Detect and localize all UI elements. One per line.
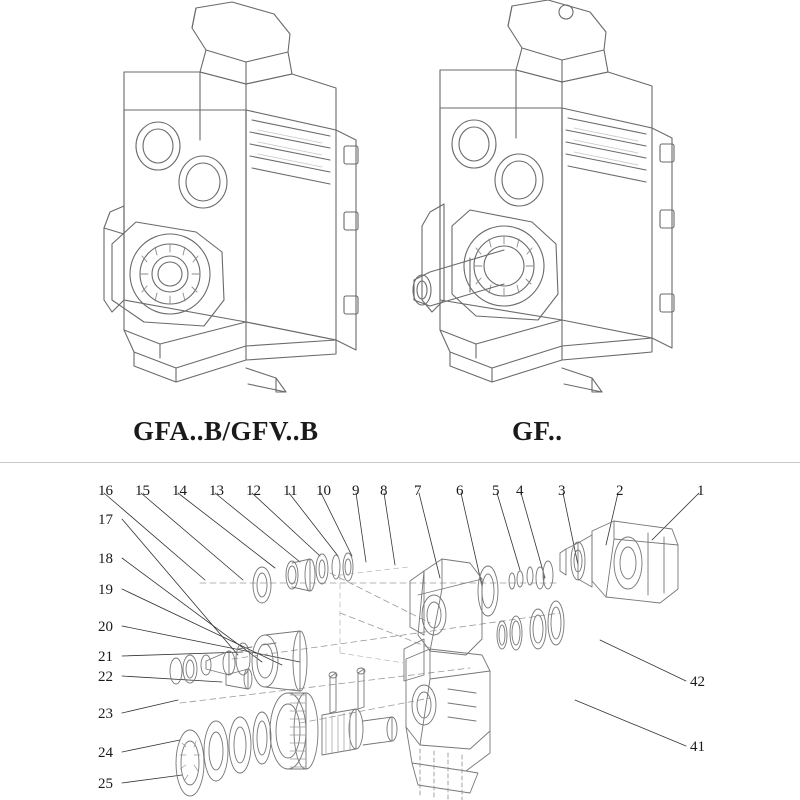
ring-parts-right	[478, 561, 564, 650]
callout-9: 9	[352, 483, 360, 499]
callout-42: 42	[690, 674, 705, 690]
guide-box	[340, 567, 408, 663]
leader-lines-left	[122, 519, 300, 783]
callout-18: 18	[98, 551, 113, 567]
callout-19: 19	[98, 582, 113, 598]
callout-5: 5	[492, 483, 500, 499]
callout-22: 22	[98, 669, 113, 685]
callout-6: 6	[456, 483, 464, 499]
caption-right-model: GF..	[512, 416, 563, 446]
callout-14: 14	[172, 483, 187, 499]
callout-41: 41	[690, 739, 705, 755]
callout-15: 15	[135, 483, 150, 499]
motor-adapter-parts	[560, 521, 678, 603]
right-gear-unit-drawing	[413, 0, 674, 392]
callout-1: 1	[697, 483, 705, 499]
callout-4: 4	[516, 483, 524, 499]
callout-20: 20	[98, 619, 113, 635]
assembly-axis-lines	[180, 573, 560, 723]
callout-23: 23	[98, 706, 113, 722]
callout-25: 25	[98, 776, 113, 792]
callout-11: 11	[283, 483, 298, 499]
exploded-view-svg	[0, 463, 800, 800]
callout-13: 13	[209, 483, 224, 499]
callout-8: 8	[380, 483, 388, 499]
callout-10: 10	[316, 483, 331, 499]
callout-7: 7	[414, 483, 422, 499]
central-housing-part	[404, 559, 490, 800]
callout-24: 24	[98, 745, 113, 761]
caption-left-model: GFA..B/GFV..B	[133, 416, 319, 446]
callout-21: 21	[98, 649, 113, 665]
callout-17: 17	[98, 512, 113, 528]
left-gear-unit-drawing	[104, 2, 358, 392]
callout-12: 12	[246, 483, 261, 499]
exploded-view-section	[0, 463, 800, 800]
callout-16: 16	[98, 483, 113, 499]
callout-3: 3	[558, 483, 566, 499]
leader-lines-right	[575, 640, 686, 746]
bolt-parts	[329, 668, 365, 713]
callout-2: 2	[616, 483, 624, 499]
shaft-and-gear-parts	[170, 553, 397, 796]
